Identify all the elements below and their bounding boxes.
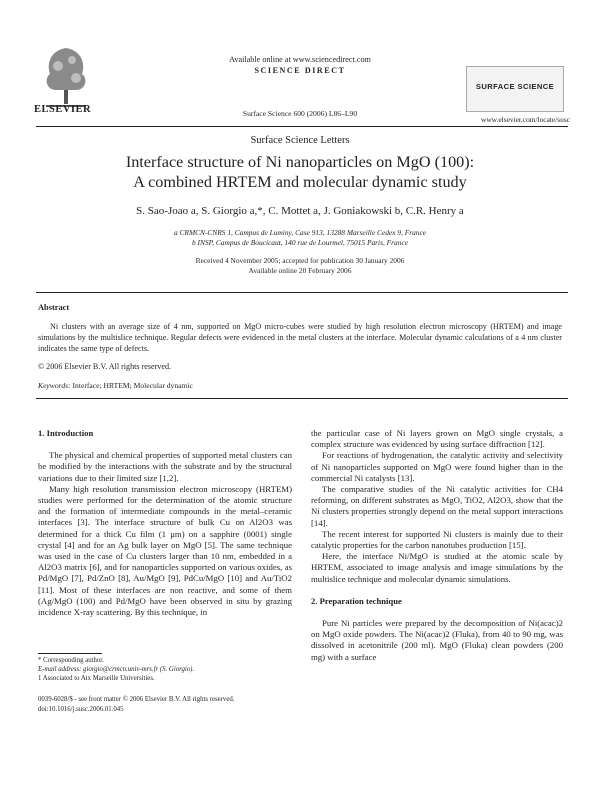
footnote-associated: 1 Associated to Aix Marseille Universities. <box>38 675 155 682</box>
doi-line[interactable]: doi:10.1016/j.susc.2006.01.045 <box>38 706 124 713</box>
abstract-bottom-rule <box>36 398 568 399</box>
available-online-text: Available online at www.sciencedirect.com <box>229 55 371 64</box>
abstract-top-rule <box>36 292 568 293</box>
title-line-2: A combined HRTEM and molecular dynamic study <box>133 173 467 191</box>
right-paragraph-3: The comparative studies of the Ni catalytic activities for CH4 reforming, on different substrates as MgO, TiO2, Al2O3, show that the Ni clusters properties strongly depend on the metal support interactions [14]. <box>311 484 563 528</box>
journal-name: SURFACE SCIENCE <box>475 82 555 91</box>
keywords-list: Interface; HRTEM; Molecular dynamic <box>70 381 193 390</box>
abstract-heading: Abstract <box>38 303 70 312</box>
right-paragraph-1: the particular case of Ni layers grown on MgO single crystals, a complex structure was evidenced by using surface diffraction [12]. <box>311 428 563 450</box>
preparation-heading: 2. Preparation technique <box>311 595 402 606</box>
right-paragraph-5: Here, the interface Ni/MgO is studied at the atomic scale by HRTEM, associated to image analysis and image simulations by the multislice technique and molecular dynamic simulations. <box>311 551 563 584</box>
section-label: Surface Science Letters <box>250 135 350 146</box>
keywords-label: Keywords: <box>38 381 71 390</box>
keywords <box>38 381 193 390</box>
header-rule <box>36 126 568 127</box>
right-column <box>311 428 563 663</box>
affiliation-b: b INSP, Campus de Boucicaut, 140 rue de Lourmel, 75015 Paris, France <box>191 238 409 247</box>
author-list: S. Sao-Joao a, S. Giorgio a,*, C. Mottet a, J. Goniakowski b, C.R. Henry a <box>136 205 464 217</box>
intro-paragraph-2: Many high resolution transmission electron microscopy (HRTEM) studies were performed for the determination of the atomic structure and the formation of intermediate compounds in the metal–ceramic interfaces [3]. The interface structure of bulk Cu on Al2O3 was determined for a thick Cu film (1 μm) on a sapphire (0001) single crystal [4] and for an Ag bulk layer on MgO [5]. The same technique was used in the case of Cu clusters larger than 10 nm, embedded in a Al2O3 matrix [6], and for nanoparticles supported on various oxides, as Pd/MgO [7], Pd/ZnO [8], Au/MgO [9], PdCu/MgO [10] and Au/TiO2 [11]. Most of these interfaces are non reactive, and some of them (Ag/MgO (100) and Pd/MgO have been observed in situ by grazing incidence X-ray scattering. By this technique, in <box>38 483 292 618</box>
publisher-name: ELSEVIER <box>34 104 92 115</box>
footnote-corresponding: * Corresponding author. <box>38 657 104 664</box>
available-date: Available online 20 February 2006 <box>248 266 352 275</box>
affiliation-a: a CRMCN-CNRS 1, Campus de Luminy, Case 913, 13288 Marseille Cedex 9, France <box>173 228 427 237</box>
preparation-paragraph: Pure Ni particles were prepared by the decomposition of Ni(acac)2 on MgO oxide powders. The Ni(acac)2 (Fluka), from 40 to 90 mg, was dissolved in acetonitrile (200 ml). MgO (Fluka) clean powders (200 mg) with a surface <box>311 618 563 662</box>
title-line-1: Interface structure of Ni nanoparticles on MgO (100): <box>125 153 475 171</box>
journal-reference: Surface Science 600 (2006) L86–L90 <box>242 109 358 118</box>
introduction-heading: 1. Introduction <box>38 428 94 438</box>
left-column <box>38 428 292 618</box>
intro-paragraph-1: The physical and chemical properties of supported metal clusters can be modified by the interactions with the substrate and by the structural variations due to their limited size [1,2]. <box>38 450 292 483</box>
elsevier-tree-logo-icon <box>38 40 94 110</box>
footnote-email[interactable]: E-mail address: giorgio@crmcn.univ-mrs.fr (S. Giorgio). <box>38 666 195 673</box>
footnote-rule <box>38 653 102 654</box>
sciencedirect-logo: SCIENCE DIRECT <box>254 66 346 75</box>
received-dates: Received 4 November 2005; accepted for publication 30 January 2006 <box>195 256 405 265</box>
right-paragraph-2: For reactions of hydrogenation, the catalytic activity and selectivity of Ni nanoparticles supported on MgO were found higher than in the commercial Ni catalysts [13]. <box>311 450 563 483</box>
abstract-copyright: © 2006 Elsevier B.V. All rights reserved. <box>38 362 172 371</box>
right-paragraph-4: The recent interest for supported Ni clusters is mainly due to their catalytic properties for the carbon nanotubes production [15]. <box>311 528 563 551</box>
abstract-text: Ni clusters with an average size of 4 nm, supported on MgO micro-cubes were studied by high resolution electron microscopy (HRTEM) and image simulations by the multislice technique. Regular defects were evidenced in the metal clusters at the interface. Molecular dynamic calculations of a 4 nm cluster indicates the same type of defects. <box>38 322 562 353</box>
journal-url[interactable]: www.elsevier.com/locate/susc <box>480 115 570 124</box>
article-title <box>60 152 540 192</box>
issn-line: 0039-6028/$ - see front matter © 2006 Elsevier B.V. All rights reserved. <box>38 696 235 703</box>
